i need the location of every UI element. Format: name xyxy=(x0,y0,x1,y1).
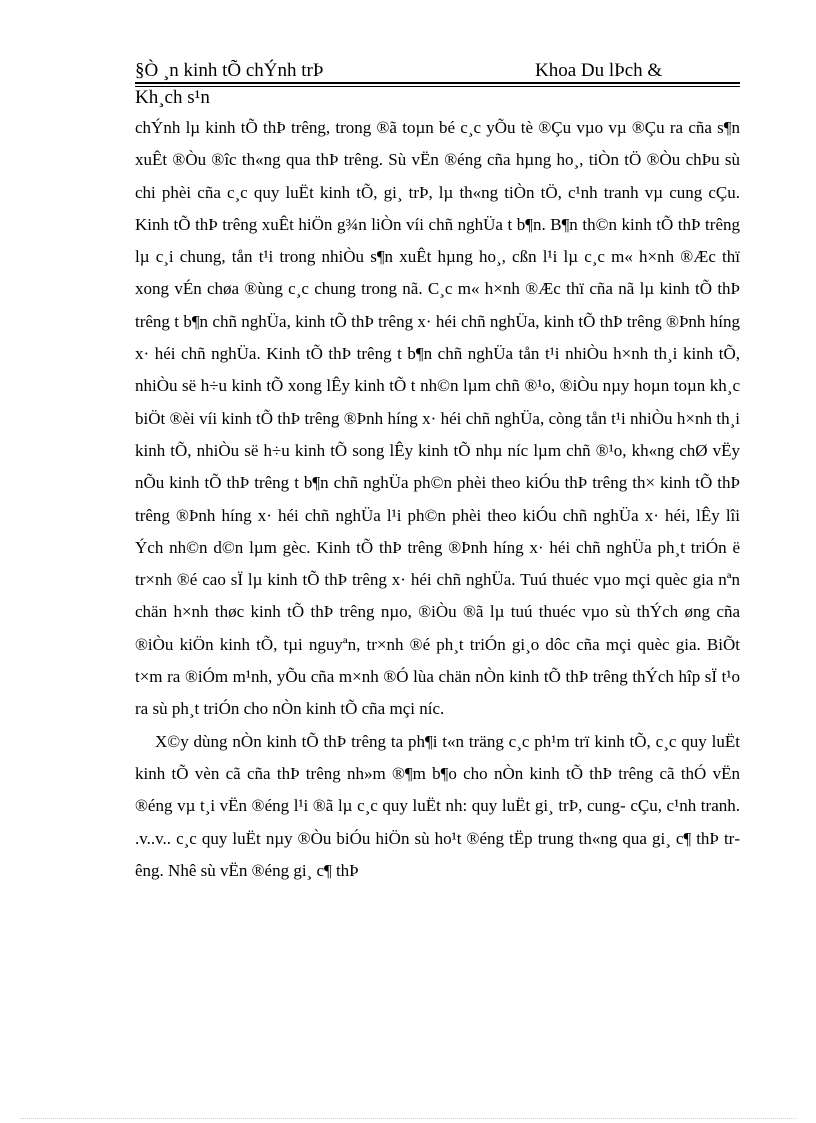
page-bottom-border xyxy=(20,1118,796,1119)
body-paragraph-2: X©y dùng nÒn kinh tÕ thÞ trêng ta ph¶i t«n träng c¸c ph¹m trï kinh tÕ, c¸c quy luËt kinh tÕ vèn cã cña thÞ trêng nh»m ®¶m b¶o cho nÒn kinh tÕ thÞ trêng cã thÓ vËn ®éng vµ t¸i vËn ®éng l¹i ®ã lµ c¸c quy luËt nh: quy luËt gi¸ trÞ, cung- cÇu, c¹nh tranh. .v..v.. c¸c quy luËt nµy ®Òu biÓu hiÖn sù ho¹t ®éng tËp trung th«ng qua gi¸ c¶ thÞ trêng. Nhê sù vËn ®éng gi¸ c¶ thÞ xyxy=(135,731,740,880)
header-rule-thick xyxy=(135,82,740,84)
header-document-title: §Ò ¸n kinh tÕ chÝnh trÞ xyxy=(135,60,324,81)
header-faculty-continuation: Kh¸ch s¹n xyxy=(135,87,210,108)
header-faculty-name: Khoa Du lÞch & xyxy=(535,60,663,81)
page-header xyxy=(135,60,740,84)
document-body xyxy=(135,112,740,887)
body-paragraph-1: chÝnh lµ kinh tÕ thÞ trêng, trong ®ã toµn bé c¸c yÕu tè ®Çu vµo vµ ®Çu ra cña s¶n xuÊt ®Òu ®îc th«ng qua thÞ trêng. Sù vËn ®éng cña hµng ho¸, tiÒn tÖ ®Òu chÞu sù chi phèi cña c¸c quy luËt kinh tÕ, gi¸ trÞ, lµ th«ng tiÒn tÖ, c¹nh tranh vµ cung cÇu. Kinh tÕ thÞ trêng xuÊt hiÖn g¾n liÒn víi chñ nghÜa t b¶n. B¶n th©n kinh tÕ thÞ trêng lµ c¸i chung, tån t¹i trong nhiÒu s¶n xuÊt hµng ho¸, cßn l¹i lµ c¸c m« h×nh ®Æc thï xong vÉn chøa ®ùng c¸c chung trong nã. C¸c m« h×nh ®Æc thï cña nã lµ kinh tÕ thÞ trêng t b¶n chñ nghÜa, kinh tÕ thÞ trêng x· héi chñ nghÜa, kinh tÕ thÞ trêng ®Þnh híng x· héi chñ nghÜa. Kinh tÕ thÞ trêng t b¶n chñ nghÜa tån t¹i nhiÒu h×nh th¸i kinh tÕ, nhiÒu së h÷u kinh tÕ xong lÊy kinh tÕ t nh©n lµm chñ ®¹o, ®iÒu nµy hoµn toµn kh¸c biÖt ®èi víi kinh tÕ thÞ trêng ®Þnh híng x· héi chñ nghÜa, còng tån t¹i nhiÒu h×nh th¸i kinh tÕ, nhiÒu së h÷u kinh tÕ song lÊy kinh tÕ nhµ níc lµm chñ ®¹o, kh«ng chØ vËy nÕu kinh tÕ thÞ trêng t b¶n chñ nghÜa ph©n phèi theo kiÓu thÞ trêng th× kinh tÕ thÞ trêng ®Þnh híng x· héi chñ nghÜa l¹i ph©n phèi theo kiÓu chñ nghÜa x· héi, lÊy lîi Ých nh©n d©n lµm gèc. Kinh tÕ thÞ trêng ®Þnh híng x· héi chñ nghÜa ph¸t triÓn ë tr×nh ®é cao sÏ lµ kinh tÕ thÞ trêng x· héi chñ nghÜa. Tuú thuéc vµo mçi quèc gia nªn chän h×nh thøc kinh tÕ thÞ trêng nµo, ®iÒu ®ã lµ tuú thuéc vµo sù thÝch øng cña ®iÒu kiÖn kinh tÕ, tµi nguyªn, tr×nh ®é ph¸t triÓn gi¸o dôc cña mçi quèc gia. BiÕt t×m ra ®iÓm m¹nh, yÕu cña m×nh ®Ó lùa chän nÒn kinh tÕ thÞ trêng thÝch hîp sÏ t¹o ra sù ph¸t triÓn cho nÒn kinh tÕ cña mçi níc. xyxy=(135,118,740,719)
header-rule-thin xyxy=(135,86,740,87)
